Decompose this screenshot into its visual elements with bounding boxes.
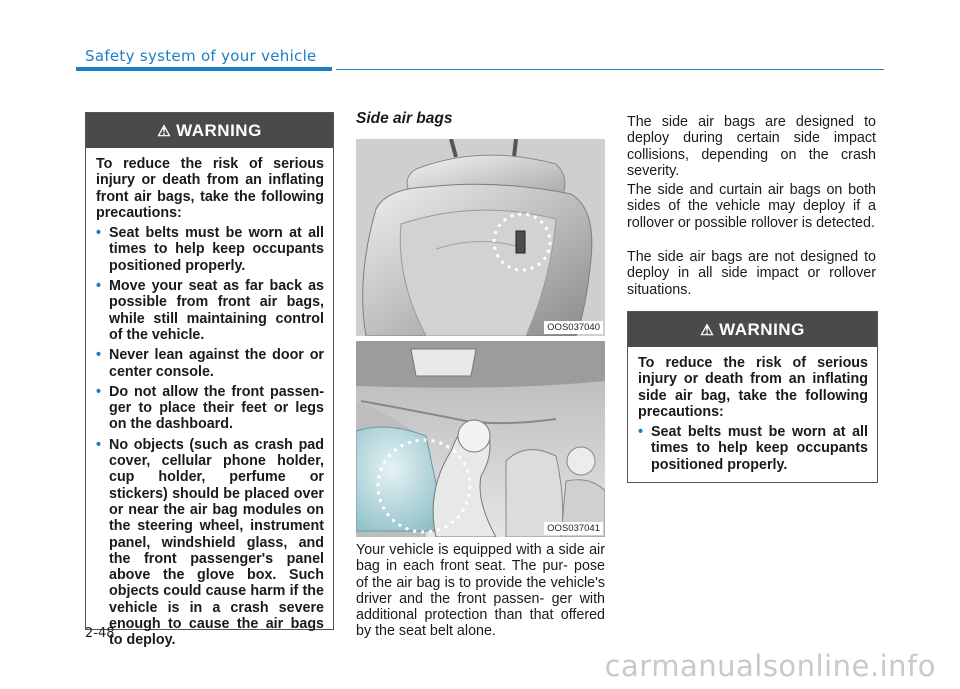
warning-list [638, 424, 868, 473]
warning-item: • No objects (such as crash pad cover, cellular phone holder, cup holder, perfume or stickers) should be placed over or near the air bag modules on the steering wheel, instrument panel, windshield glass, and the front passenger's panel above the glove box. Such objects could cause harm if the vehicle is in a crash severe enough to cause the air bags to deploy. [96, 437, 324, 649]
warning-item: • Do not allow the front passen- ger to place their feet or legs on the dashboard. [96, 384, 324, 433]
warning-item: • Never lean against the door or center console. [96, 347, 324, 380]
warning-list [96, 225, 324, 648]
warning-body [86, 148, 333, 659]
header-rule-thin [336, 69, 884, 70]
warning-item: • Move your seat as far back as possible from front air bags, while still maintaining control of the vehicle. [96, 278, 324, 343]
figure-code: OOS037040 [544, 321, 603, 334]
warning-header [628, 312, 877, 347]
warning-intro: To reduce the risk of serious injury or death from an inflating front air bags, take the following precautions: [96, 156, 324, 221]
section-title: Side air bags [356, 110, 453, 127]
body-paragraph: Your vehicle is equipped with a side air bag in each front seat. The pur- pose of the air bag is to provide the vehicle's driver and the front passen- ger with additional protection than that offered by the seat belt alone. [356, 542, 605, 640]
body-paragraph: The side and curtain air bags on both sides of the vehicle may deploy if a rollover or possible rollover is detected. [627, 182, 876, 231]
warning-triangle-icon: ⚠ [700, 321, 715, 339]
warning-intro: To reduce the risk of serious injury or death from an inflating side air bag, take the following precautions: [638, 355, 868, 420]
warning-item: • Seat belts must be worn at all times to help keep occupants positioned properly. [96, 225, 324, 274]
watermark: carmanualsonline.info [604, 649, 936, 683]
figure-code: OOS037041 [544, 522, 603, 535]
body-paragraph: The side air bags are not designed to deploy in all side impact or rollover situations. [627, 249, 876, 298]
warning-title: WARNING [176, 120, 262, 140]
header-title: Safety system of your vehicle [85, 47, 317, 65]
warning-triangle-icon: ⚠ [157, 122, 172, 140]
warning-item: • Seat belts must be worn at all times to help keep occupants positioned properly. [638, 424, 868, 473]
body-paragraph: The side air bags are designed to deploy during certain side impact collisions, depending on the crash severity. [627, 114, 876, 179]
side-airbag-warning-box [627, 311, 878, 483]
warning-header [86, 113, 333, 148]
header-rule-thick [76, 67, 332, 71]
cabin-airbag-illustration [356, 341, 605, 537]
page-number: 2-48 [85, 626, 115, 641]
warning-body [628, 347, 877, 483]
warning-title: WARNING [719, 319, 805, 339]
seat-airbag-illustration [356, 139, 605, 336]
